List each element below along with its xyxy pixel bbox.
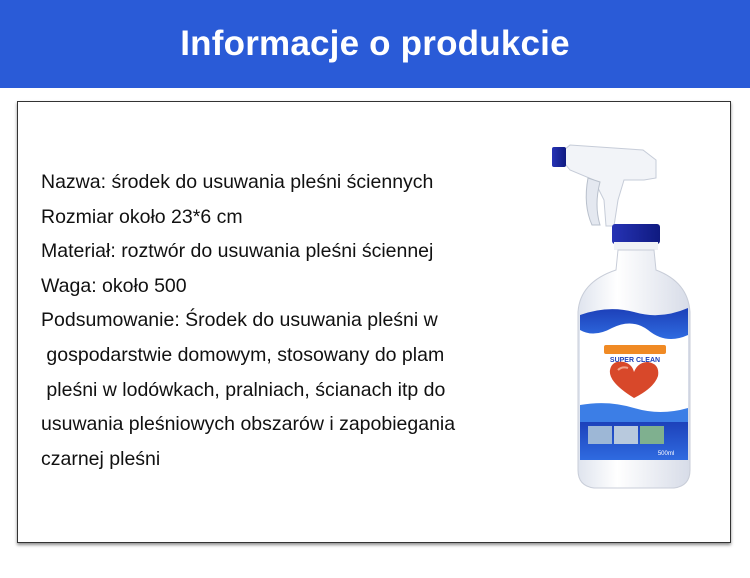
info-line-summary-5: czarnej pleśni xyxy=(41,447,161,470)
info-line-summary-4: usuwania pleśniowych obszarów i zapobiegania xyxy=(41,413,456,436)
bottle-label-text: SUPER CLEAN xyxy=(609,357,661,364)
spray-bottle-image xyxy=(548,130,698,500)
info-line-size: Rozmiar około 23*6 cm xyxy=(41,205,243,228)
info-line-name: Nazwa: środek do usuwania pleśni ściennych xyxy=(41,171,434,193)
page-title: Informacje o produkcie xyxy=(180,24,570,63)
info-line-summary-3: pleśni w lodówkach, pralniach, ścianach itp do xyxy=(41,378,446,401)
info-line-summary-1: Podsumowanie: Środek do usuwania pleśni w xyxy=(41,309,438,332)
info-line-summary-2: gospodarstwie domowym, stosowany do plam xyxy=(41,343,445,366)
product-description xyxy=(41,165,541,476)
info-line-material: Materiał: roztwór do usuwania pleśni ściennej xyxy=(41,240,434,263)
product-info-panel xyxy=(17,101,731,543)
bottle-volume-text: 500ml xyxy=(657,451,675,457)
header-banner xyxy=(0,0,750,88)
info-line-weight: Waga: około 500 xyxy=(41,274,187,297)
